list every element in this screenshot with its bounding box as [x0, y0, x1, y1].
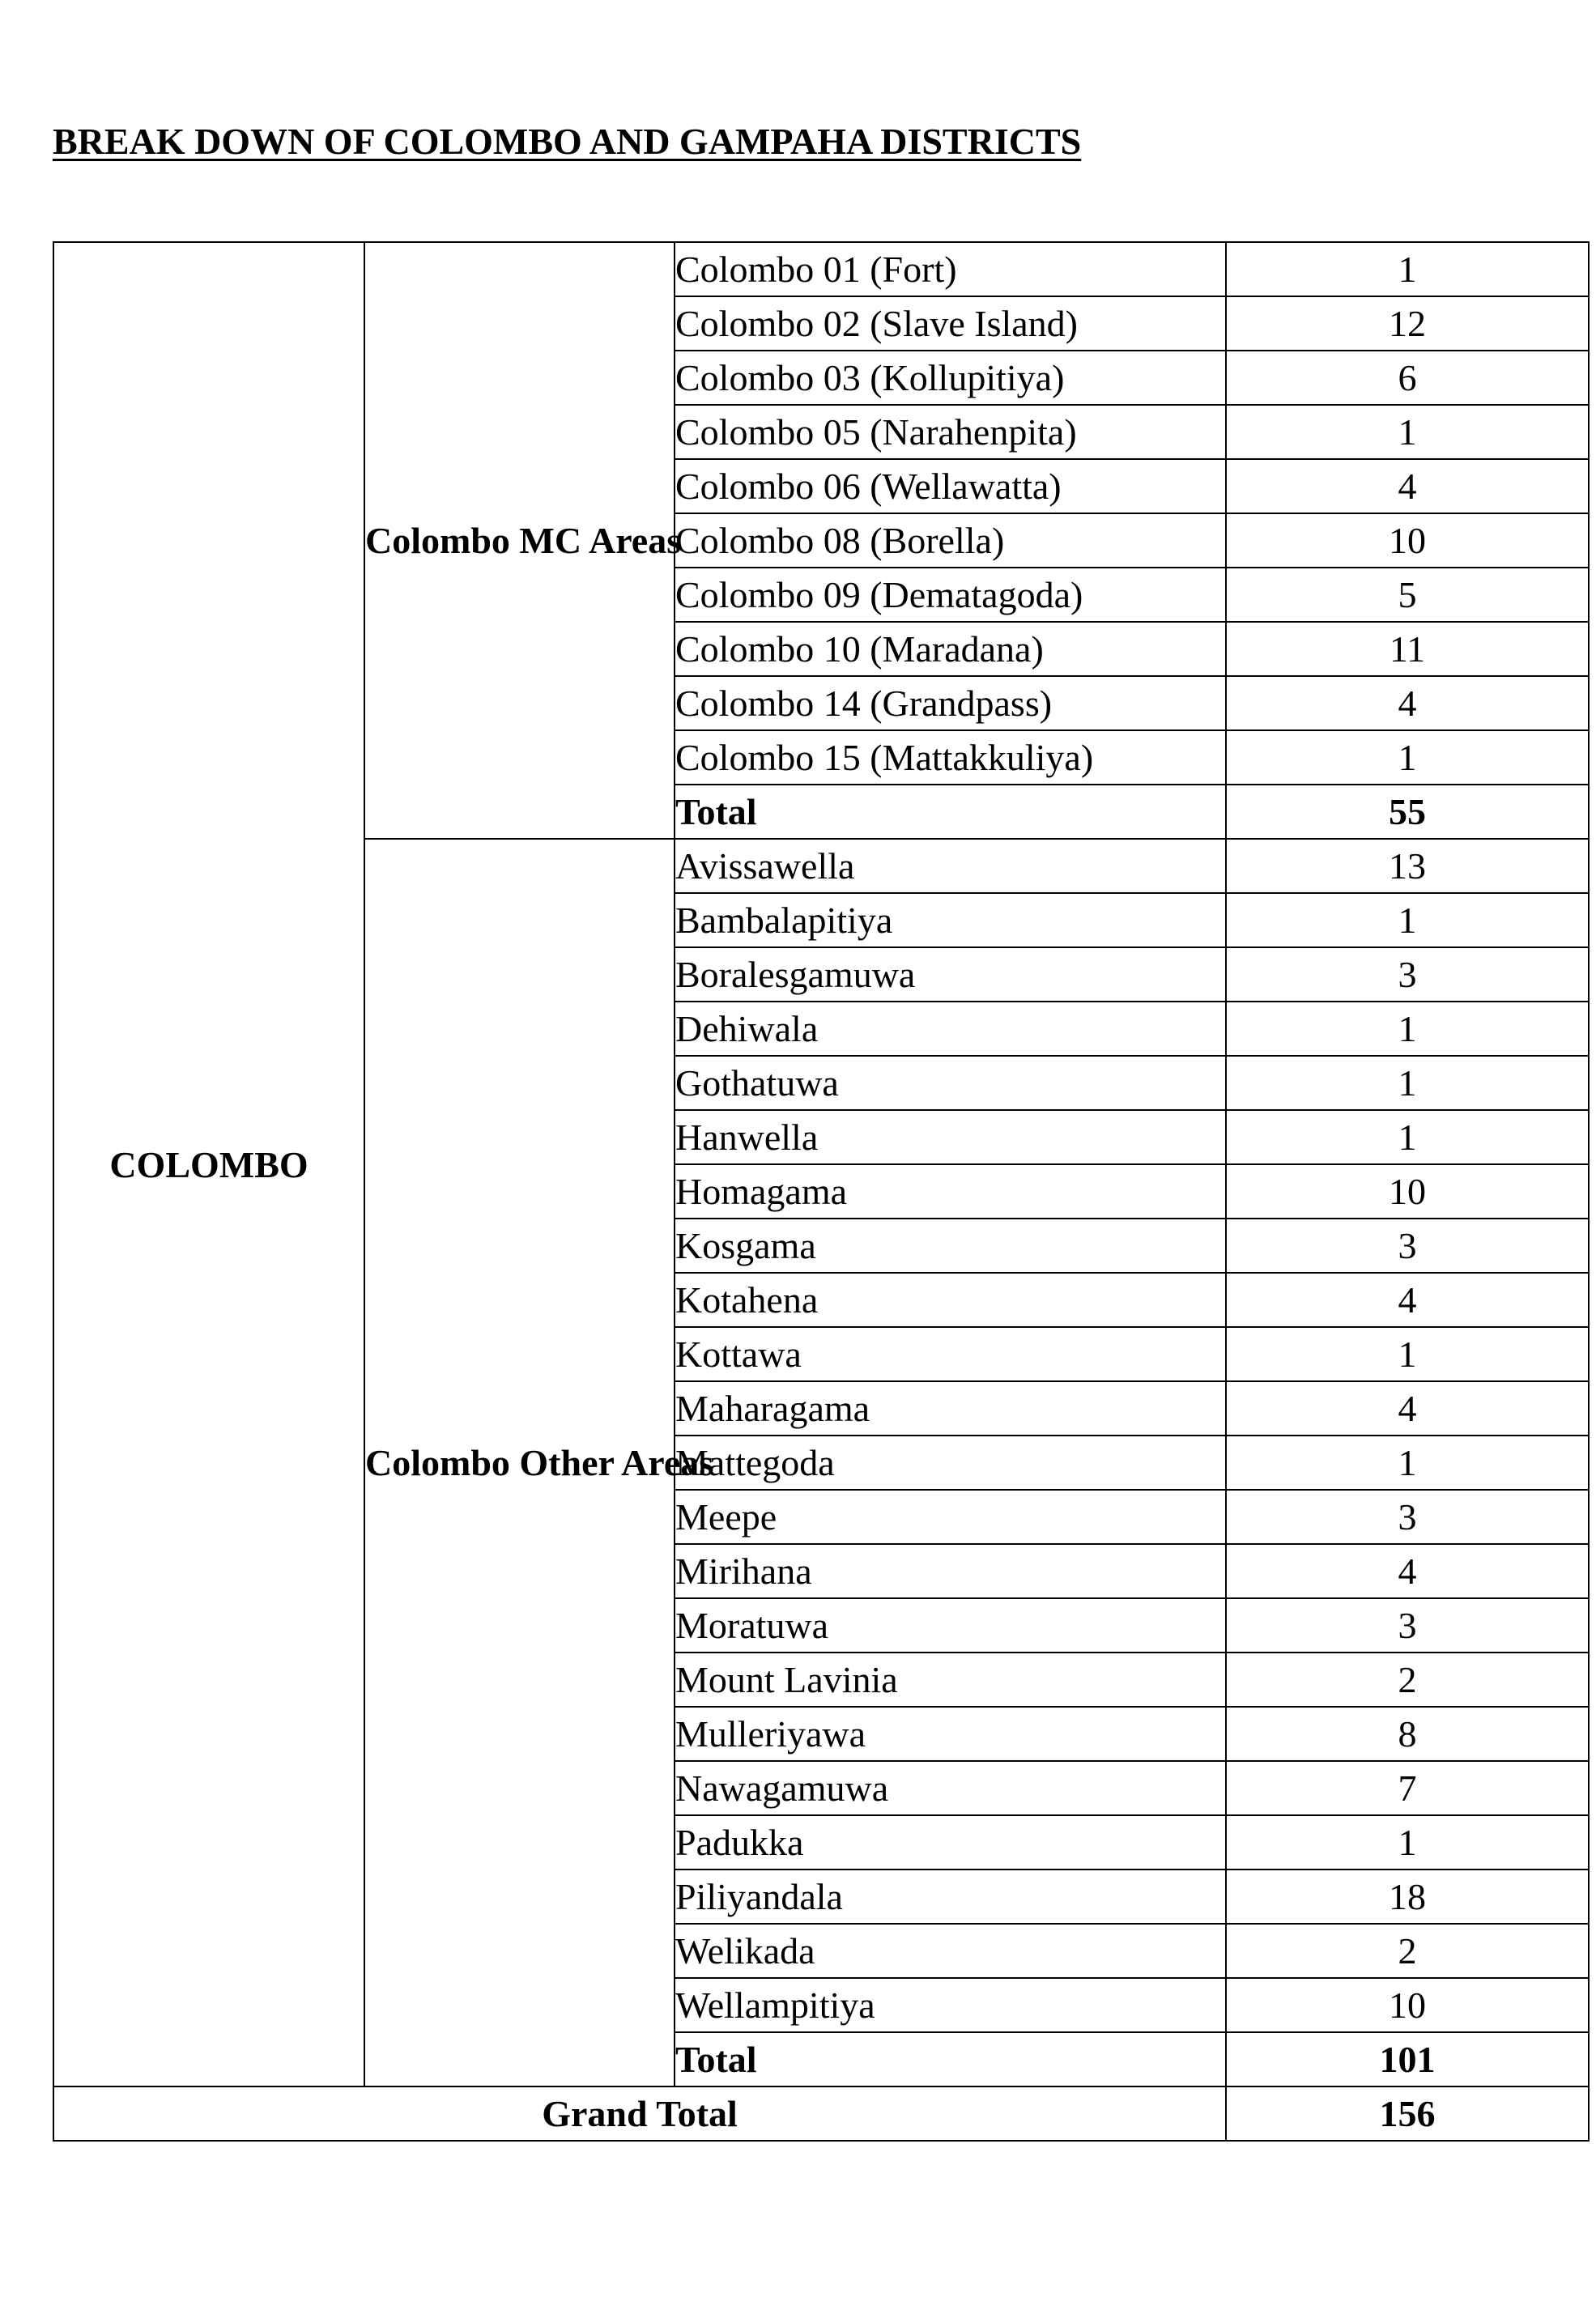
location-count: 1 [1226, 1815, 1589, 1869]
subtotal-value: 55 [1226, 785, 1589, 839]
location-name: Boralesgamuwa [675, 947, 1226, 1002]
location-count: 1 [1226, 405, 1589, 459]
location-name: Homagama [675, 1164, 1226, 1219]
location-name: Bambalapitiya [675, 893, 1226, 947]
location-name: Colombo 02 (Slave Island) [675, 296, 1226, 351]
location-count: 11 [1226, 622, 1589, 676]
location-name: Colombo 10 (Maradana) [675, 622, 1226, 676]
location-name: Kotahena [675, 1273, 1226, 1327]
location-name: Colombo 09 (Dematagoda) [675, 568, 1226, 622]
location-name: Colombo 06 (Wellawatta) [675, 459, 1226, 513]
subtotal-value: 101 [1226, 2032, 1589, 2086]
location-name: Piliyandala [675, 1869, 1226, 1924]
location-name: Colombo 01 (Fort) [675, 242, 1226, 296]
location-name: Mattegoda [675, 1436, 1226, 1490]
area-group-cell: Colombo Other Areas [364, 839, 675, 2086]
location-name: Dehiwala [675, 1002, 1226, 1056]
table-row [53, 242, 1589, 296]
location-name: Colombo 05 (Narahenpita) [675, 405, 1226, 459]
subtotal-label: Total [675, 2032, 1226, 2086]
location-name: Maharagama [675, 1381, 1226, 1436]
location-name: Moratuwa [675, 1598, 1226, 1653]
location-name: Wellampitiya [675, 1978, 1226, 2032]
grand-total-value: 156 [1226, 2086, 1589, 2141]
location-count: 18 [1226, 1869, 1589, 1924]
location-name: Mount Lavinia [675, 1653, 1226, 1707]
location-count: 1 [1226, 1002, 1589, 1056]
location-count: 3 [1226, 947, 1589, 1002]
location-name: Colombo 08 (Borella) [675, 513, 1226, 568]
location-count: 2 [1226, 1653, 1589, 1707]
location-count: 8 [1226, 1707, 1589, 1761]
location-name: Welikada [675, 1924, 1226, 1978]
location-count: 7 [1226, 1761, 1589, 1815]
location-count: 13 [1226, 839, 1589, 893]
location-count: 10 [1226, 1978, 1589, 2032]
breakdown-table-body [53, 242, 1589, 2141]
location-count: 4 [1226, 676, 1589, 730]
location-name: Avissawella [675, 839, 1226, 893]
location-name: Mulleriyawa [675, 1707, 1226, 1761]
location-count: 1 [1226, 1436, 1589, 1490]
location-count: 3 [1226, 1490, 1589, 1544]
location-count: 1 [1226, 1327, 1589, 1381]
location-count: 4 [1226, 1544, 1589, 1598]
grand-total-row [53, 2086, 1589, 2141]
location-name: Kottawa [675, 1327, 1226, 1381]
location-name: Meepe [675, 1490, 1226, 1544]
location-count: 2 [1226, 1924, 1589, 1978]
location-name: Colombo 15 (Mattakkuliya) [675, 730, 1226, 785]
page-title: BREAK DOWN OF COLOMBO AND GAMPAHA DISTRICTS [53, 121, 1082, 162]
location-name: Gothatuwa [675, 1056, 1226, 1110]
location-count: 10 [1226, 1164, 1589, 1219]
location-count: 1 [1226, 730, 1589, 785]
location-count: 1 [1226, 1056, 1589, 1110]
location-count: 3 [1226, 1219, 1589, 1273]
location-count: 1 [1226, 893, 1589, 947]
location-count: 1 [1226, 242, 1589, 296]
location-count: 4 [1226, 1273, 1589, 1327]
location-name: Nawagamuwa [675, 1761, 1226, 1815]
location-count: 6 [1226, 351, 1589, 405]
area-group-cell: Colombo MC Areas [364, 242, 675, 839]
location-name: Kosgama [675, 1219, 1226, 1273]
location-name: Hanwella [675, 1110, 1226, 1164]
location-count: 5 [1226, 568, 1589, 622]
location-name: Padukka [675, 1815, 1226, 1869]
location-count: 4 [1226, 459, 1589, 513]
location-count: 1 [1226, 1110, 1589, 1164]
subtotal-label: Total [675, 785, 1226, 839]
location-count: 12 [1226, 296, 1589, 351]
location-name: Colombo 14 (Grandpass) [675, 676, 1226, 730]
location-name: Colombo 03 (Kollupitiya) [675, 351, 1226, 405]
location-count: 3 [1226, 1598, 1589, 1653]
location-count: 10 [1226, 513, 1589, 568]
location-count: 4 [1226, 1381, 1589, 1436]
location-name: Mirihana [675, 1544, 1226, 1598]
district-cell: COLOMBO [53, 242, 364, 2086]
breakdown-table [53, 241, 1590, 2142]
grand-total-label: Grand Total [53, 2086, 1226, 2141]
